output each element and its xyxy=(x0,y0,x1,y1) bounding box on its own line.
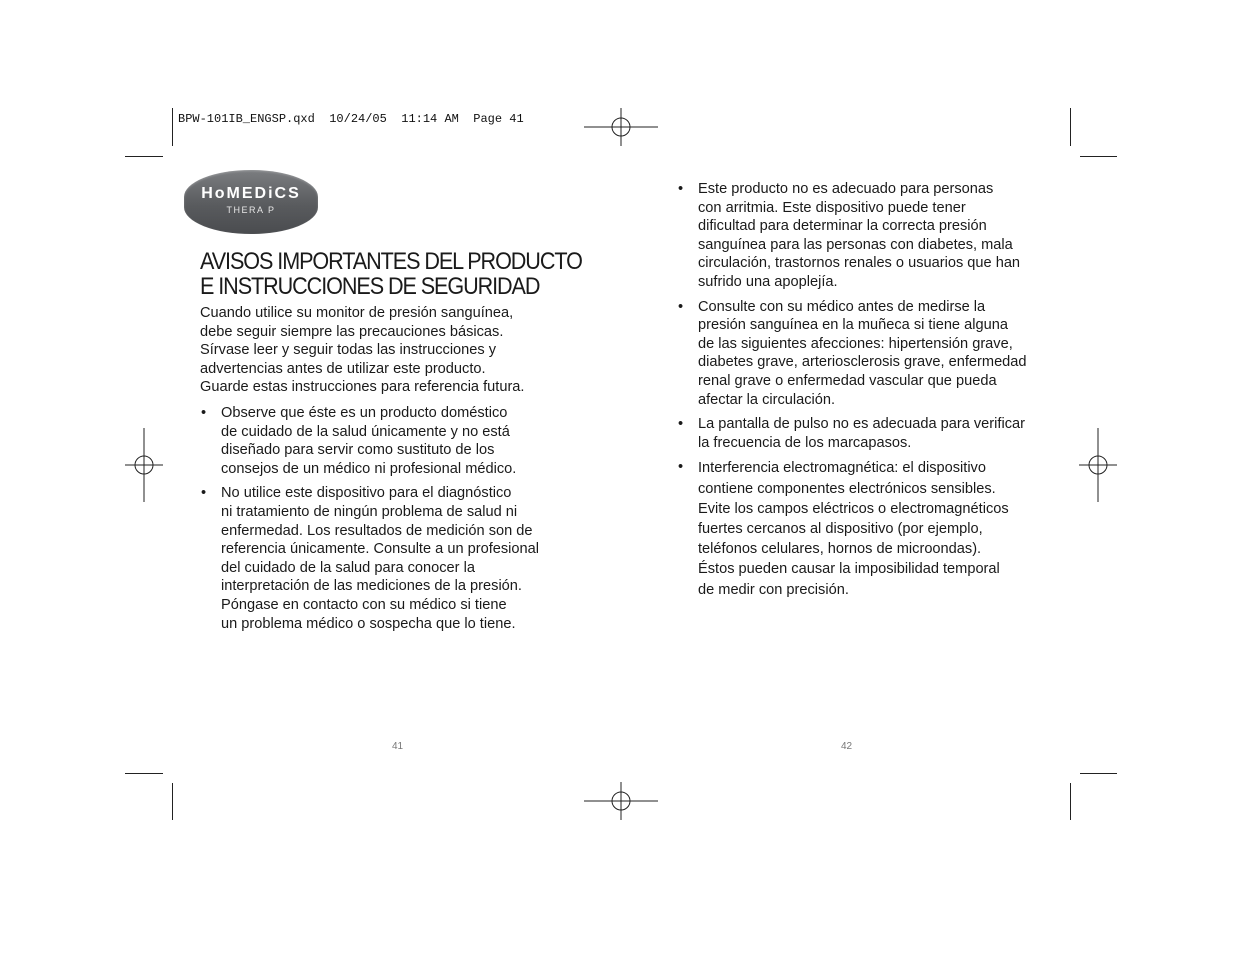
text-line: interpretación de las mediciones de la presión. xyxy=(221,578,522,595)
text-line: Interferencia electromagnética: el dispositivo xyxy=(698,460,986,477)
intro-paragraph xyxy=(200,304,570,397)
text-line: Evite los campos eléctricos o electromagnéticos xyxy=(698,500,1009,517)
bullet-icon: • xyxy=(678,181,684,197)
text-line: Sírvase leer y seguir todas las instrucciones y xyxy=(200,342,497,359)
text-line: la frecuencia de los marcapasos. xyxy=(698,434,912,451)
crop-mark xyxy=(172,108,173,146)
crop-mark xyxy=(125,773,163,774)
text-line: sanguínea para las personas con diabetes, mala xyxy=(698,236,1013,253)
safety-list xyxy=(677,180,1057,600)
right-page-body xyxy=(677,180,1057,606)
bullet-icon: • xyxy=(201,404,207,421)
text-line: Consulte con su médico antes de medirse la xyxy=(698,298,986,315)
crop-mark xyxy=(172,783,173,820)
list-item xyxy=(677,298,1057,410)
text-line: presión sanguínea en la muñeca si tiene alguna xyxy=(698,317,1008,334)
text-line: de cuidado de la salud únicamente y no está xyxy=(221,423,510,440)
list-item xyxy=(200,404,570,478)
text-line: referencia únicamente. Consulte a un profesional xyxy=(221,541,540,558)
text-line: Éstos pueden causar la imposibilidad temporal xyxy=(698,561,1000,578)
text-line: enfermedad. Los resultados de medición son de xyxy=(221,522,533,539)
text-line: Póngase en contacto con su médico si tiene xyxy=(221,596,507,613)
text-line: fuertes cercanos al dispositivo (por ejemplo, xyxy=(698,520,983,537)
text-line: teléfonos celulares, hornos de microondas). xyxy=(698,541,982,558)
logo-brand-text: HoMEDiCS xyxy=(201,185,301,202)
bullet-icon: • xyxy=(678,459,684,476)
list-item xyxy=(677,180,1057,292)
bullet-icon: • xyxy=(201,485,207,502)
text-line: con arritmia. Este dispositivo puede tener xyxy=(698,199,966,216)
text-line: advertencias antes de utilizar este producto. xyxy=(200,360,486,377)
text-line: Cuando utilice su monitor de presión sanguínea, xyxy=(200,305,514,321)
list-item xyxy=(677,415,1057,452)
text-line: No utilice este dispositivo para el diagnóstico xyxy=(221,485,512,502)
crop-mark xyxy=(1080,156,1117,157)
registration-mark-icon xyxy=(1061,428,1135,502)
text-line: debe seguir siempre las precauciones básicas. xyxy=(200,323,504,340)
text-line: afectar la circulación. xyxy=(698,391,836,408)
text-line: diseñado para servir como sustituto de los xyxy=(221,442,495,459)
crop-mark xyxy=(1080,773,1117,774)
page-number-right: 42 xyxy=(841,741,853,752)
printer-slug: BPW-101IB_ENGSP.qxd 10/24/05 11:14 AM Page 41 xyxy=(178,112,524,126)
list-item xyxy=(200,484,570,633)
title-line: E INSTRUCCIONES DE SEGURIDAD xyxy=(200,273,540,300)
text-line: de medir con precisión. xyxy=(698,581,849,598)
registration-mark-icon xyxy=(584,90,658,164)
text-line: un problema médico o sospecha que lo tiene. xyxy=(221,615,516,632)
crop-mark xyxy=(1070,783,1071,820)
text-line: del cuidado de la salud para conocer la xyxy=(221,559,475,576)
text-line: renal grave o enfermedad vascular que pueda xyxy=(698,372,997,389)
bullet-icon: • xyxy=(678,416,684,433)
registration-mark-icon xyxy=(107,428,181,502)
crop-mark xyxy=(125,156,163,157)
left-page-body xyxy=(200,304,570,639)
text-line: consejos de un médico ni profesional médico. xyxy=(221,460,517,477)
text-line: La pantalla de pulso no es adecuada para verificar xyxy=(698,416,1025,433)
registration-mark-icon xyxy=(584,764,658,838)
text-line: sufrido una apoplejía. xyxy=(698,273,838,290)
text-line: circulación, trastornos renales o usuarios que han xyxy=(698,255,1021,272)
text-line: Guarde estas instrucciones para referencia futura. xyxy=(200,379,525,396)
bullet-icon: • xyxy=(678,298,684,315)
list-item xyxy=(677,458,1057,599)
page-title xyxy=(200,248,582,300)
title-line: AVISOS IMPORTANTES DEL PRODUCTO xyxy=(200,248,582,275)
crop-mark xyxy=(1070,108,1071,146)
text-line: diabetes grave, arteriosclerosis grave, enfermedad xyxy=(698,354,1027,371)
text-line: Este producto no es adecuado para personas xyxy=(698,181,994,197)
homedics-logo xyxy=(184,170,318,234)
text-line: Observe que éste es un producto doméstico xyxy=(221,404,508,421)
page-number-left: 41 xyxy=(392,741,404,752)
text-line: contiene componentes electrónicos sensibles. xyxy=(698,480,996,497)
text-line: dificultad para determinar la correcta presión xyxy=(698,218,987,235)
safety-list xyxy=(200,404,570,633)
text-line: de las siguientes afecciones: hipertensión grave, xyxy=(698,335,1013,352)
text-line: ni tratamiento de ningún problema de salud ni xyxy=(221,503,518,520)
logo-subbrand-text: THERA P xyxy=(226,205,276,215)
